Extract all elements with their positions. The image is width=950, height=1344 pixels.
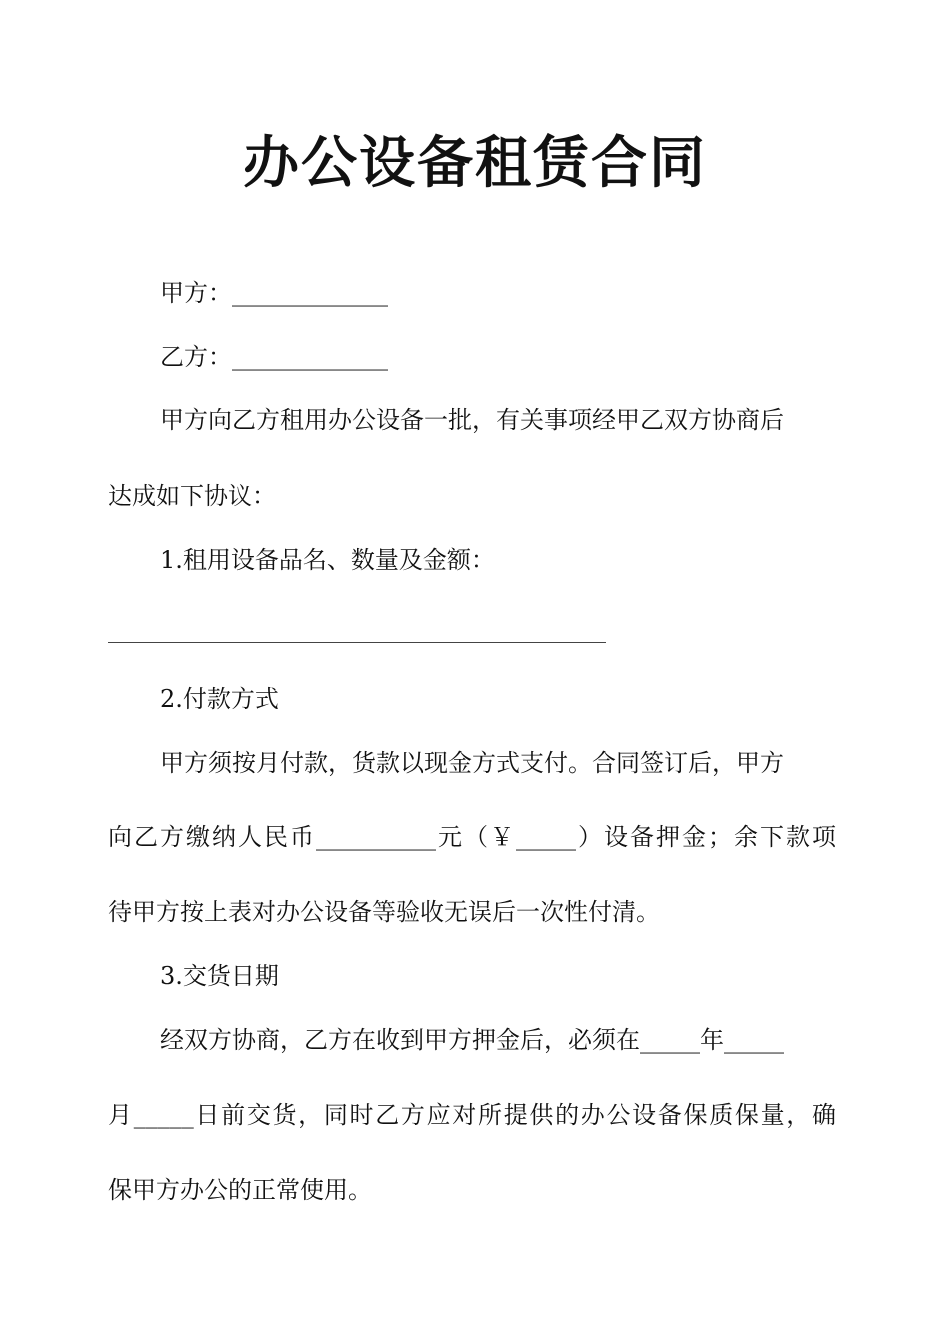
equipment-list-blank-line <box>108 642 606 643</box>
delivery-paragraph-line-1: 经双方协商，乙方在收到甲方押金后，必须在_____年_____ <box>160 1026 784 1054</box>
document-title: 办公设备租赁合同 <box>243 131 707 196</box>
payment-paragraph-line-1: 甲方须按月付款，货款以现金方式支付。合同签订后，甲方 <box>160 749 784 777</box>
section-3-heading: 3.交货日期 <box>160 962 279 990</box>
section-1-heading: 1.租用设备品名、数量及金额： <box>160 546 495 574</box>
delivery-paragraph-line-2: 月_____日前交货，同时乙方应对所提供的办公设备保质保量，确 <box>108 1101 836 1129</box>
section-2-heading: 2.付款方式 <box>160 685 279 713</box>
intro-paragraph-line-1: 甲方向乙方租用办公设备一批，有关事项经甲乙双方协商后 <box>160 406 784 434</box>
payment-paragraph-line-3: 待甲方按上表对办公设备等验收无误后一次性付清。 <box>108 898 660 926</box>
party-a-line: 甲方：_____________ <box>160 279 388 307</box>
party-b-line: 乙方：_____________ <box>160 343 388 371</box>
delivery-paragraph-line-3: 保甲方办公的正常使用。 <box>108 1176 372 1204</box>
intro-paragraph-line-2: 达成如下协议： <box>108 482 276 510</box>
payment-paragraph-line-2: 向乙方缴纳人民币__________元（￥_____）设备押金；余下款项 <box>108 823 836 851</box>
